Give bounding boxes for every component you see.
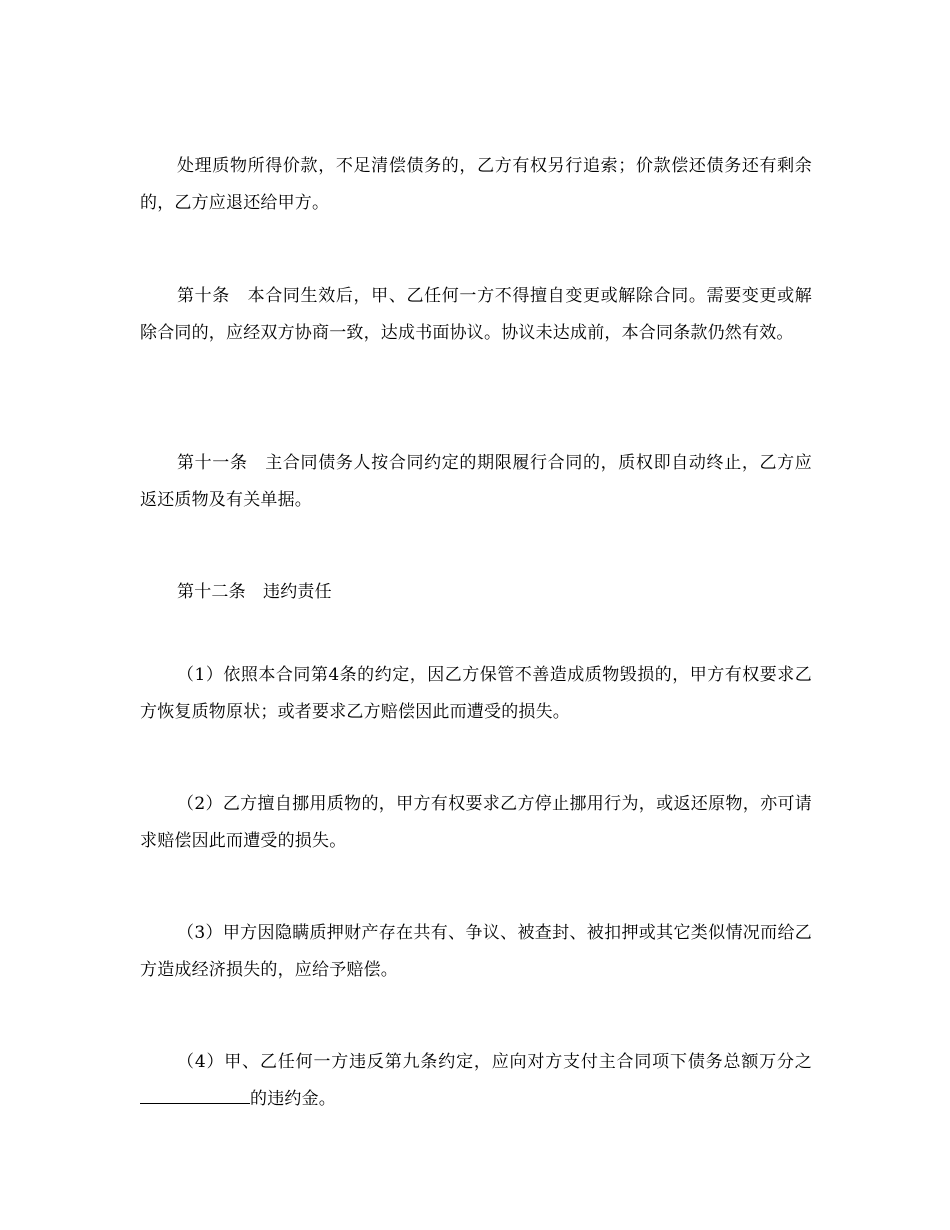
paragraph-clause-1: （1）依照本合同第4条的约定，因乙方保管不善造成质物毁损的，甲方有权要求乙方恢复质物原状；或者要求乙方赔偿因此而遭受的损失。 xyxy=(140,665,812,722)
paragraph-pledge-proceeds: 处理质物所得价款，不足清偿债务的，乙方有权另行追索；价款偿还债务还有剩余的，乙方应退还给甲方。 xyxy=(140,156,812,213)
paragraph-clause-4 xyxy=(140,1044,812,1118)
fill-in-blank xyxy=(140,1085,250,1104)
clause-4-suffix: 的违约金。 xyxy=(250,1089,336,1109)
paragraph-clause-3: （3）甲方因隐瞒质押财产存在共有、争议、被查封、被扣押或其它类似情况而给乙方造成经济损失的，应给予赔偿。 xyxy=(140,923,812,980)
paragraph-clause-2: （2）乙方擅自挪用质物的，甲方有权要求乙方停止挪用行为，或返还原物，亦可请求赔偿因此而遭受的损失。 xyxy=(140,794,812,851)
clause-4-text: （4）甲、乙任何一方违反第九条约定，应向对方支付主合同项下债务总额万分之 xyxy=(177,1052,812,1072)
paragraph-article-10: 第十条 本合同生效后，甲、乙任何一方不得擅自变更或解除合同。需要变更或解除合同的，应经双方协商一致，达成书面协议。协议未达成前，本合同条款仍然有效。 xyxy=(140,286,812,343)
paragraph-article-11: 第十一条 主合同债务人按合同约定的期限履行合同的，质权即自动终止，乙方应返还质物及有关单据。 xyxy=(140,453,812,510)
paragraph-article-12-heading: 第十二条 违约责任 xyxy=(177,582,332,602)
